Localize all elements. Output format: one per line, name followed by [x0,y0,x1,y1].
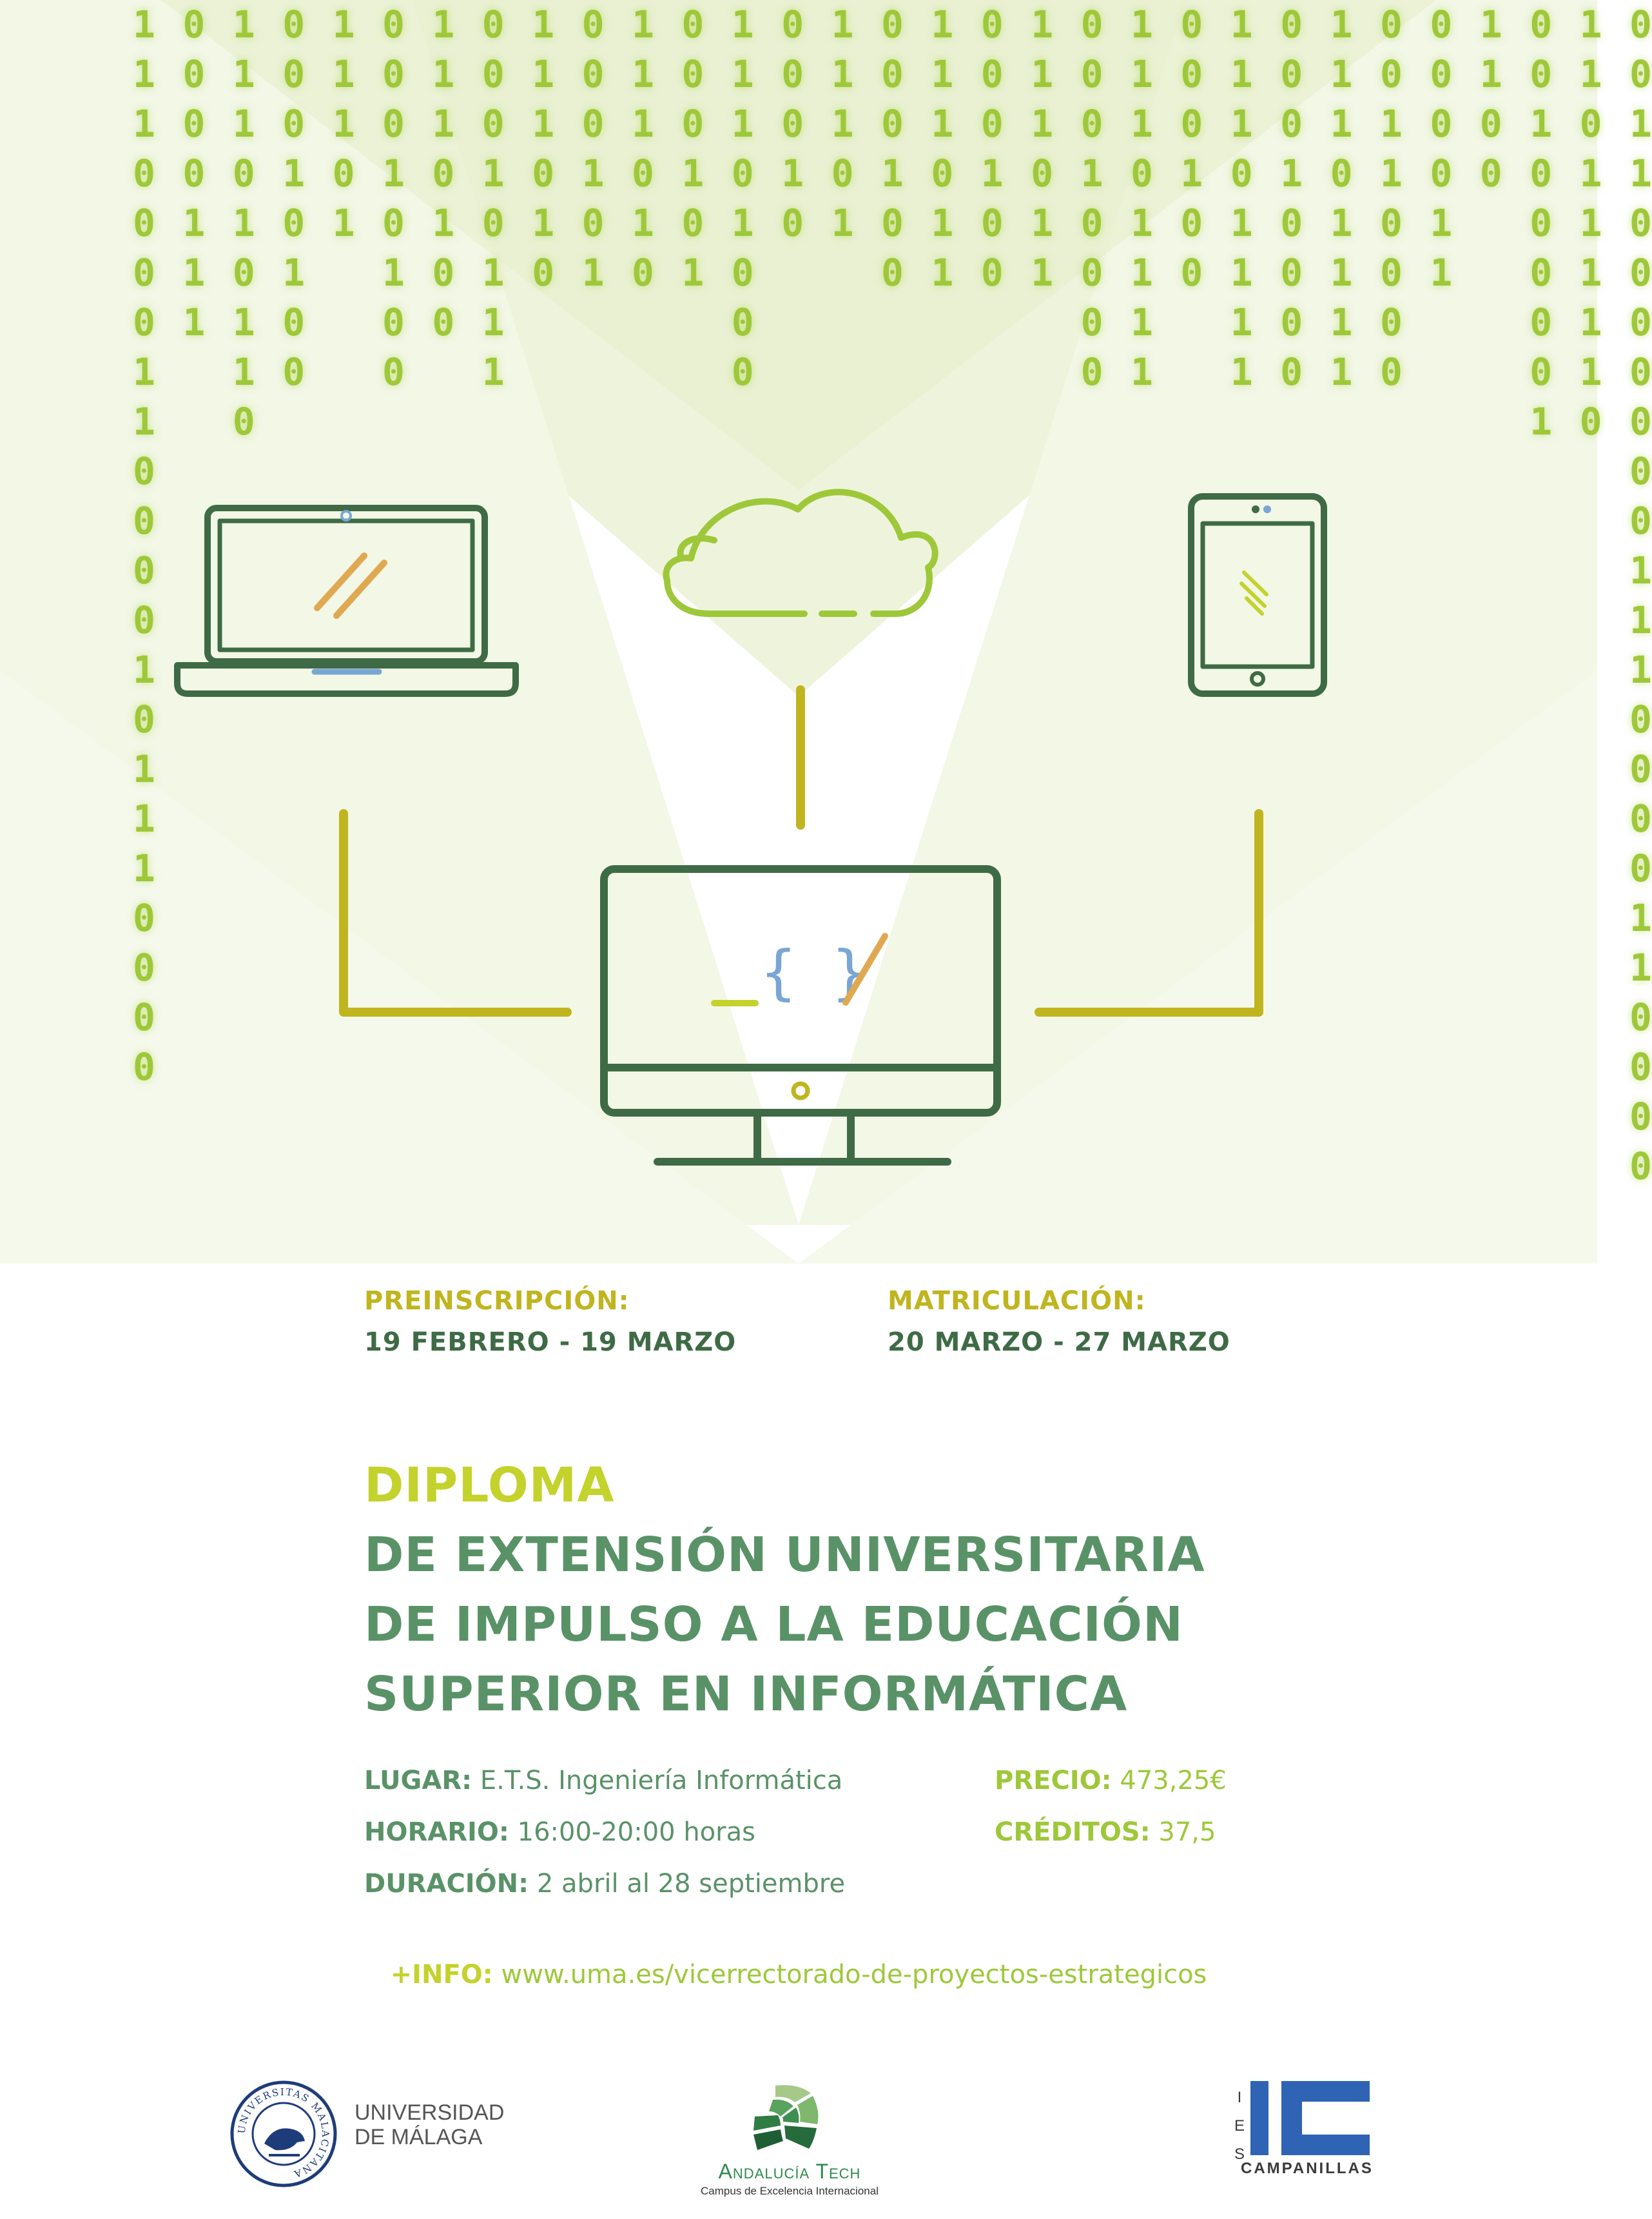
cloud-icon [666,492,935,614]
binary-column: 1 1 1 0 1 0 0 0 [731,3,754,394]
horario-value: 16:00-20:00 horas [517,1817,755,1847]
binary-column: 0 0 0 0 1 1 [1430,3,1453,295]
binary-column: 0 0 0 1 0 1 [581,3,605,295]
binary-column: 1 1 1 0 1 1 1 1 [1230,3,1253,394]
binary-column: 0 0 0 1 0 1 0 0 [382,3,405,394]
binary-column: 1 1 1 0 1 [332,3,355,245]
binary-column: 0 0 0 1 0 0 [881,3,904,295]
creditos-label: CRÉDITOS: [995,1817,1151,1847]
andalucia-tech-title: Andalucía Tech [718,2160,861,2183]
horario-label: HORARIO: [364,1817,509,1847]
duracion-label: DURACIÓN: [364,1869,529,1899]
more-info-label: +INFO: [390,1960,493,1989]
binary-column: 1 1 1 0 1 [831,3,854,245]
andalucia-tech-name [651,2160,928,2198]
binary-column: 1 1 1 0 1 0 1 1 0 [232,3,255,444]
preinscripcion-dates: 19 FEBRERO - 19 MARZO [364,1327,737,1357]
uma-seal-text: UNIVERSITAS MALACITANA [235,2086,332,2180]
lugar-row [364,1755,845,1806]
binary-column: 1 1 1 0 1 1 1 1 [1330,3,1353,394]
title-line-2: DE EXTENSIÓN UNIVERSITARIA [364,1527,1205,1583]
binary-column: 0 0 0 1 0 1 0 0 [282,3,306,394]
binary-column: 1 1 0 1 1 1 1 1 0 [1579,3,1602,444]
binary-column: 0 0 1 1 0 0 0 0 0 0 0 1 1 1 0 0 0 0 1 1 0 0 0 0 [1629,3,1652,1188]
lugar-value: E.T.S. Ingeniería Informática [480,1766,843,1795]
preinscripcion-block [364,1286,736,1357]
binary-column: 0 0 0 0 1 1 1 [182,3,206,344]
ies-campanillas-name: CAMPANILLAS [1241,2160,1374,2177]
lugar-label: LUGAR: [364,1766,472,1795]
binary-column: 0 0 0 1 0 1 [681,3,705,295]
binary-column: 0 0 0 1 0 0 [1180,3,1203,295]
binary-column: 1 1 1 0 1 0 0 [432,3,455,344]
binary-column: 1 1 1 0 1 0 [632,3,654,295]
binary-column: 1 1 0 0 [1479,3,1502,195]
binary-column: 0 0 1 1 0 0 0 0 [1380,3,1403,394]
binary-column: 0 0 0 1 0 0 0 0 [1080,3,1103,394]
more-info-link[interactable]: www.uma.es/vicerrectorado-de-proyectos-estrategicos [501,1960,1207,1989]
creditos-row [995,1806,1227,1858]
precio-row [995,1755,1227,1806]
binary-column: 0 0 0 1 0 [781,3,804,245]
duracion-value: 2 abril al 28 septiembre [536,1869,846,1899]
binary-column: 1 1 1 0 1 0 [532,3,555,295]
ies-letters [1233,2084,1246,2169]
course-details-left [364,1755,845,1910]
binary-column: 0 0 0 1 0 1 1 1 [481,3,505,394]
binary-column: 0 0 0 1 0 0 0 0 [1280,3,1303,394]
course-details-right [995,1755,1227,1858]
tablet-icon [1191,496,1324,694]
title-line-4: SUPERIOR EN INFORMÁTICA [364,1667,1128,1722]
horario-row [364,1806,845,1858]
matriculacion-label: MATRICULACIÓN: [888,1286,1146,1316]
ies-letter-e: E [1234,2117,1245,2135]
matriculacion-block [888,1286,1230,1357]
binary-column: 1 1 1 0 1 1 [1031,3,1054,295]
code-braces: { } [761,938,868,1007]
creditos-value: 37,5 [1158,1817,1216,1847]
uma-seal-logo [229,2079,338,2189]
title-line-3: DE IMPULSO A LA EDUCACIÓN [364,1597,1183,1652]
ies-letter-i: I [1237,2089,1242,2106]
uma-name-line-2: DE MÁLAGA [355,2125,483,2149]
ies-letter-s: S [1234,2146,1245,2163]
binary-column: 0 0 1 0 0 0 0 0 1 [1530,3,1553,444]
precio-value: 473,25€ [1120,1766,1227,1795]
uma-name-line-1: UNIVERSIDAD [355,2100,505,2125]
andalucia-tech-subtitle: Campus de Excelencia Internacional [701,2185,879,2197]
title-line-1: DIPLOMA [364,1458,615,1513]
binary-column: 0 0 0 1 0 0 [980,3,1004,295]
ies-ic-logo-mark [1250,2081,1370,2155]
andalucia-tech-logo-mark [750,2079,821,2155]
more-info [0,1960,1597,1989]
precio-label: PRECIO: [995,1766,1112,1795]
laptop-icon [177,508,516,694]
desktop-monitor-icon [604,869,997,1162]
uma-name [355,2100,504,2149]
preinscripcion-label: PREINSCRIPCIÓN: [364,1286,630,1316]
matriculacion-dates: 20 MARZO - 27 MARZO [888,1327,1230,1357]
diploma-title [364,1451,1205,1729]
binary-column: 1 1 1 0 0 0 0 1 1 0 0 0 0 1 0 1 1 1 0 0 0 0 [133,3,155,1089]
binary-column: 1 1 1 0 1 1 [931,3,954,295]
binary-column: 1 1 1 0 1 1 1 1 [1131,3,1153,394]
duracion-row [364,1858,845,1910]
